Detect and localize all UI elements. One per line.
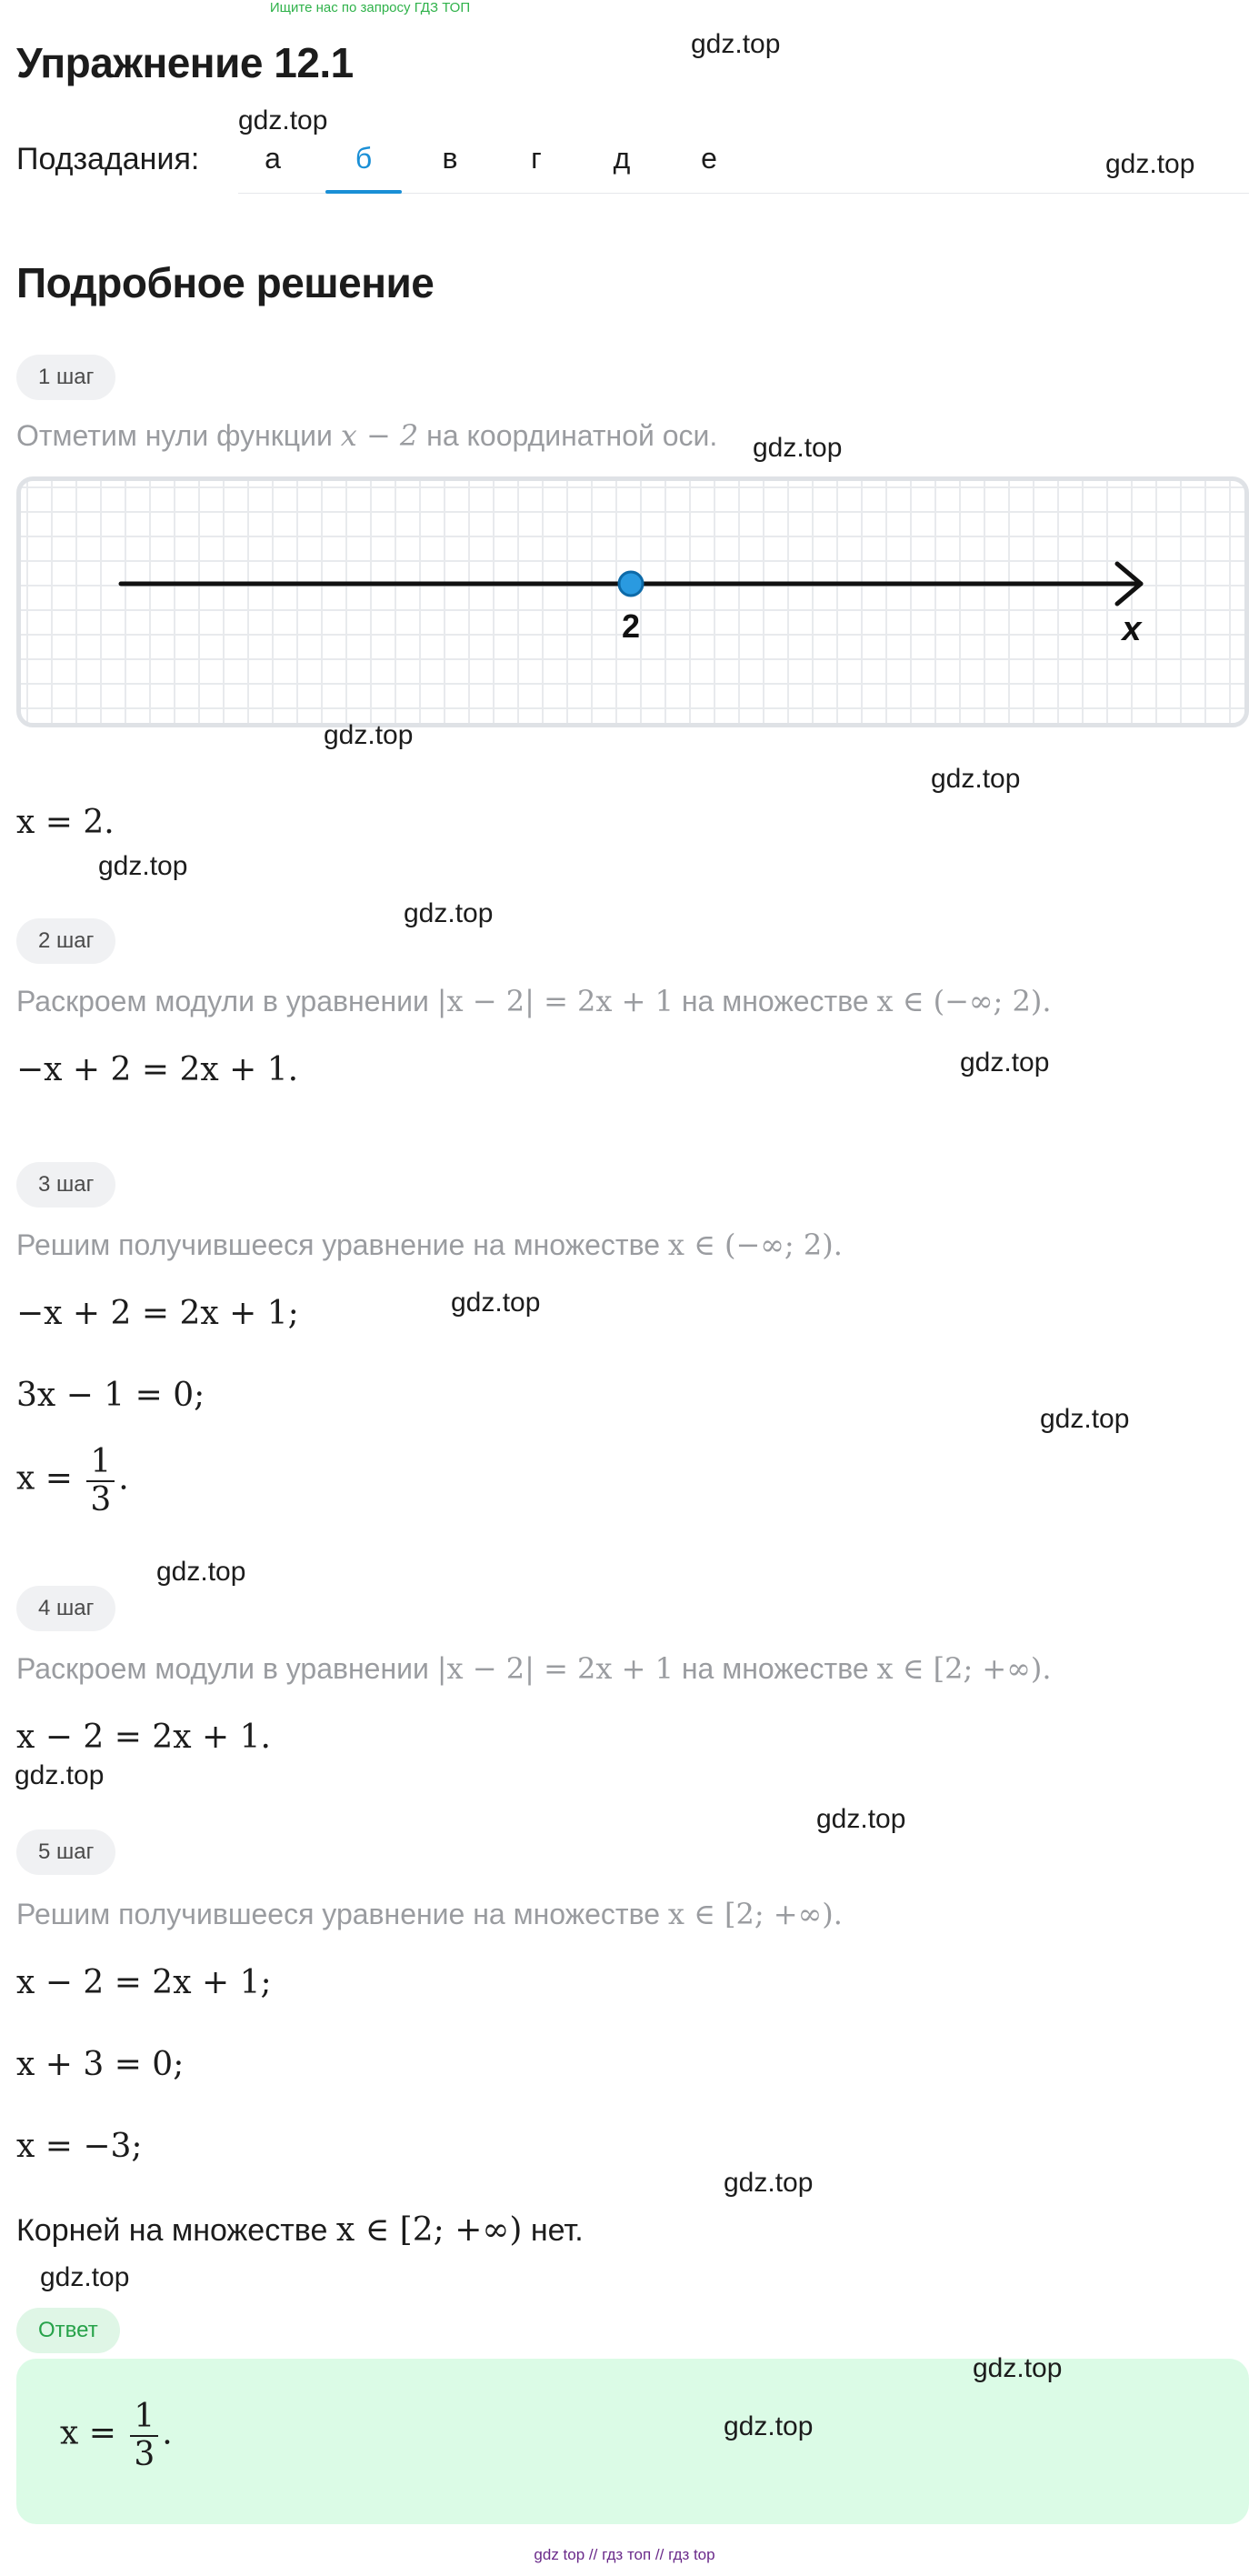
step-5-equation-3: x = −3; — [16, 2128, 143, 2165]
answer-box — [16, 2359, 1249, 2524]
step-1-badge: 1 шаг — [16, 355, 115, 400]
tab-b[interactable]: б — [355, 142, 373, 175]
step-1-description: Отметим нули функции x − 2 на координатной оси. — [16, 418, 718, 453]
zero-point-marker — [619, 572, 643, 596]
step-4-description: Раскроем модули в уравнении |x − 2| = 2x + 1 на множестве x ∈ [2; +∞). — [16, 1651, 1052, 1686]
step-3-equation-3: x = $\frac{1}{3}$ . — [16, 1443, 129, 1519]
step-3-description: Решим получившееся уравнение на множестве x ∈ (−∞; 2). — [16, 1228, 843, 1262]
watermark: gdz.top — [960, 1047, 1050, 1078]
step-3-equation-2: 3x − 1 = 0; — [16, 1377, 205, 1414]
watermark: gdz.top — [753, 433, 843, 463]
tab-v[interactable]: в — [442, 142, 458, 175]
search-hint: Ищите нас по запросу ГДЗ ТОП — [269, 0, 471, 15]
zero-point-label: 2 — [621, 607, 641, 645]
watermark: gdz.top — [98, 851, 188, 881]
step-4-equation: x − 2 = 2x + 1. — [16, 1719, 271, 1756]
step-2-badge: 2 шаг — [16, 918, 115, 964]
tab-e[interactable]: е — [701, 142, 717, 175]
fraction: $\frac{1}{3}$ — [86, 1444, 115, 1518]
tab-g[interactable]: г — [531, 142, 542, 175]
step-5-equation-2: x + 3 = 0; — [16, 2046, 185, 2083]
watermark: gdz.top — [931, 764, 1021, 794]
watermark: gdz.top — [451, 1288, 541, 1318]
watermark: gdz.top — [1040, 1404, 1130, 1434]
watermark: gdz.top — [691, 29, 781, 59]
step-3-badge: 3 шаг — [16, 1162, 115, 1208]
step-3-equation-1: −x + 2 = 2x + 1; — [16, 1295, 299, 1332]
step-5-equation-1: x − 2 = 2x + 1; — [16, 1964, 272, 2001]
step-5-description: Решим получившееся уравнение на множестве x ∈ [2; +∞). — [16, 1897, 843, 1931]
tab-d[interactable]: д — [613, 142, 631, 175]
footer-links: gdz top // гдз топ // гдз top — [534, 2546, 715, 2563]
section-title: Подробное решение — [16, 259, 435, 306]
page-title: Упражнение 12.1 — [16, 39, 354, 86]
number-line-graph — [16, 476, 1249, 727]
step-5-badge: 5 шаг — [16, 1829, 115, 1875]
watermark: gdz.top — [15, 1760, 105, 1790]
watermark: gdz.top — [816, 1804, 906, 1834]
step-4-badge: 4 шаг — [16, 1586, 115, 1631]
watermark: gdz.top — [156, 1557, 246, 1587]
x-axis-label: x — [1122, 610, 1142, 648]
watermark: gdz.top — [973, 2353, 1063, 2383]
number-line-svg — [21, 481, 1244, 723]
subtasks-label: Подзадания: — [16, 142, 200, 176]
watermark: gdz.top — [404, 898, 494, 928]
step-5-conclusion: Корней на множестве x ∈ [2; +∞) нет. — [16, 2211, 584, 2249]
active-tab-indicator — [325, 190, 402, 194]
watermark: gdz.top — [724, 2411, 814, 2441]
tab-a[interactable]: а — [265, 142, 281, 175]
watermark: gdz.top — [238, 105, 328, 135]
watermark: gdz.top — [324, 720, 414, 750]
answer-badge: Ответ — [16, 2308, 120, 2353]
step-1-result: x = 2. — [16, 804, 115, 841]
answer-equation: x = $\frac{1}{3}$ . — [60, 2398, 173, 2473]
step-2-equation: −x + 2 = 2x + 1. — [16, 1051, 299, 1088]
watermark: gdz.top — [724, 2168, 814, 2198]
step-2-description: Раскроем модули в уравнении |x − 2| = 2x + 1 на множестве x ∈ (−∞; 2). — [16, 984, 1052, 1018]
answer-fraction: $\frac{1}{3}$ — [130, 2399, 158, 2472]
watermark: gdz.top — [1105, 149, 1195, 179]
watermark: gdz.top — [40, 2262, 130, 2292]
